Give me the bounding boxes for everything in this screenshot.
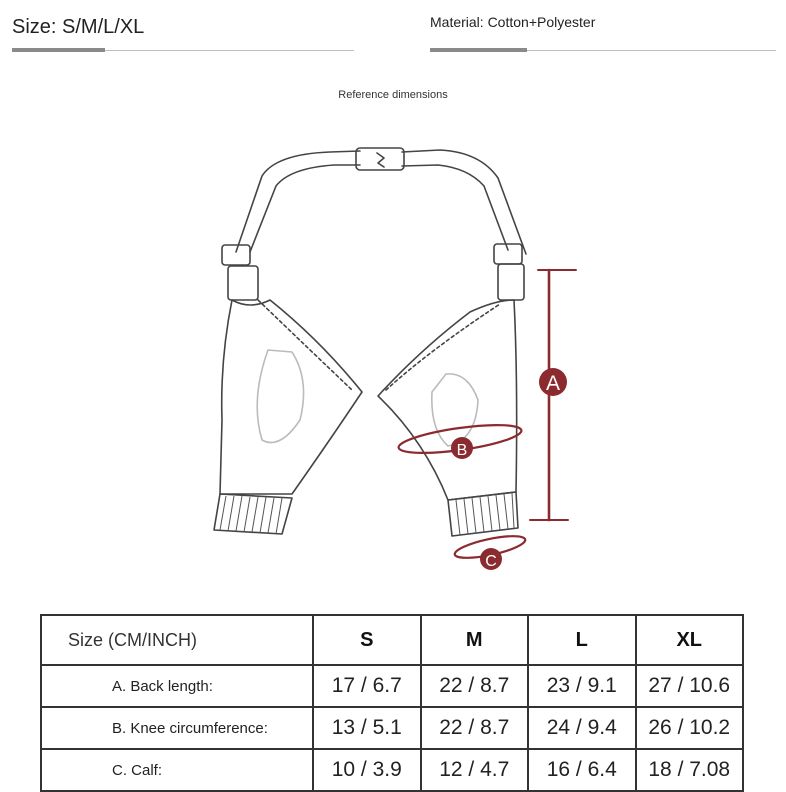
size-header-xl: XL [636, 615, 744, 665]
table-cell: 24 / 9.4 [528, 707, 636, 749]
diagram-title: Reference dimensions [338, 89, 448, 101]
rib [488, 496, 492, 531]
size-chart-table [40, 614, 744, 792]
table-cell: 12 / 4.7 [421, 749, 529, 791]
leg-right-body [378, 300, 517, 500]
rib [512, 493, 514, 528]
connector-left-upper [222, 245, 250, 265]
brace-outline [214, 148, 526, 536]
marker-c-label: C [485, 553, 497, 570]
table-cell: 26 / 10.2 [636, 707, 744, 749]
rib [496, 495, 500, 530]
rib [464, 499, 468, 534]
row-label-calf: C. Calf: [41, 749, 313, 791]
rib [268, 498, 274, 533]
leg-left-stitch [258, 300, 352, 390]
cuff-right [448, 492, 518, 536]
buckle-icon [356, 148, 404, 170]
table-cell: 18 / 7.08 [636, 749, 744, 791]
cuff-ribs [220, 493, 514, 535]
rib [504, 494, 508, 529]
leg-left-body [220, 300, 362, 494]
connector-right-lower [498, 264, 524, 300]
table-row [41, 665, 743, 707]
strap-right-inner [402, 165, 508, 250]
table-header-row [41, 615, 743, 665]
rib [276, 498, 282, 534]
table-cell: 22 / 8.7 [421, 665, 529, 707]
rib [220, 496, 226, 530]
row-label-back-length: A. Back length: [41, 665, 313, 707]
size-header-s: S [313, 615, 421, 665]
leg-left-fold [257, 350, 303, 443]
table-cell: 13 / 5.1 [313, 707, 421, 749]
rib [236, 496, 242, 531]
buckle-mark [377, 153, 384, 167]
table-row [41, 707, 743, 749]
leg-right-fold [432, 374, 478, 446]
material-header-text: Material: Cotton+Polyester [430, 14, 596, 30]
strap-left-inner [250, 165, 360, 252]
rib [480, 497, 484, 532]
size-header-l: L [528, 615, 636, 665]
table-cell: 22 / 8.7 [421, 707, 529, 749]
size-header-m: M [421, 615, 529, 665]
row-label-knee-circumference: B. Knee circumference: [41, 707, 313, 749]
table-cell: 17 / 6.7 [313, 665, 421, 707]
connector-right-upper [494, 244, 522, 264]
rib [228, 496, 234, 531]
size-header-text: Size: S/M/L/XL [12, 16, 145, 38]
rib [472, 498, 476, 533]
strap-left [236, 151, 360, 252]
table-row [41, 749, 743, 791]
marker-a-label: A [545, 372, 561, 395]
table-cell: 23 / 9.1 [528, 665, 636, 707]
table-cell: 10 / 3.9 [313, 749, 421, 791]
connector-left-lower [228, 266, 258, 300]
marker-b-label: B [456, 442, 468, 459]
table-corner-label: Size (CM/INCH) [41, 615, 313, 665]
table-cell: 16 / 6.4 [528, 749, 636, 791]
rib [252, 497, 258, 532]
rib [456, 500, 460, 535]
table-cell: 27 / 10.6 [636, 665, 744, 707]
rib [260, 497, 266, 533]
rib [244, 497, 250, 532]
